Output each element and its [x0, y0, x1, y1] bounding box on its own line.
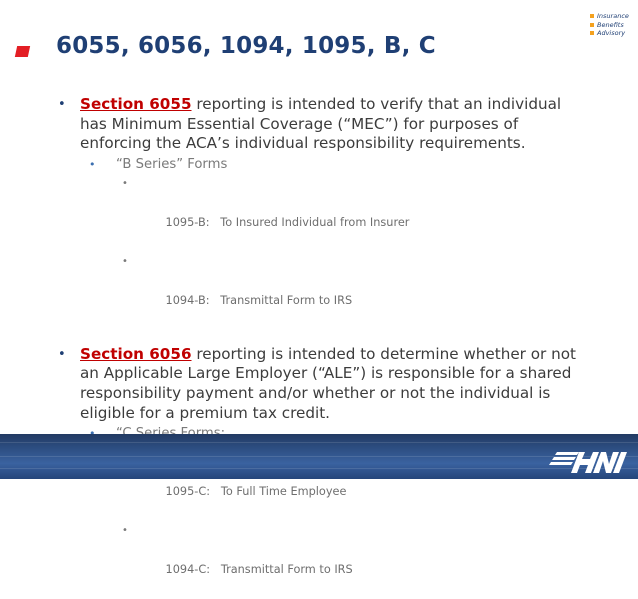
section-6055-text: reporting is intended to verify that an individual has Minimum Essential Coverage (“MEC”) for purposes of enforcing the ACA’s individual responsibility requirements. — [80, 95, 562, 153]
company-tagline — [590, 12, 629, 38]
tagline-benefits: Benefits — [597, 20, 624, 29]
bullet-icon: • — [89, 157, 96, 171]
bullet-icon: • — [58, 97, 66, 112]
bullet-icon: • — [122, 177, 128, 189]
bullet-icon: • — [58, 346, 66, 362]
form-item-1094-b — [56, 252, 576, 330]
section-6056-link[interactable]: Section 6056 — [80, 344, 192, 363]
slide-body — [56, 95, 576, 599]
hni-logo — [549, 452, 629, 478]
footer-stripe — [0, 468, 638, 469]
b-series-label: “B Series” Forms — [116, 156, 228, 172]
section-spacer — [56, 330, 576, 345]
form-item-1094-c — [56, 521, 576, 599]
tagline-advisory: Advisory — [597, 29, 626, 37]
footer-stripe — [0, 456, 638, 457]
sub-bullet-b-series — [56, 155, 576, 174]
square-bullet-icon — [590, 31, 594, 35]
square-bullet-icon — [590, 14, 594, 18]
form-1095-b-text: 1095-B: To Insured Individual from Insurer — [165, 215, 410, 229]
bullet-section-6056 — [56, 345, 576, 423]
bullet-icon: • — [122, 525, 128, 537]
section-6056-text: reporting is intended to determine whether or not an Applicable Large Employer (“ALE”) is responsible for a shared responsibility payment and/or whether or not the individual is eligible for a premium tax credit. — [80, 344, 576, 422]
form-1094-c-text: 1094-C: Transmittal Form to IRS — [165, 563, 353, 577]
tagline-insurance: Insurance — [597, 12, 629, 20]
footer-stripe — [0, 442, 638, 443]
tagline-item — [590, 21, 629, 30]
hni-logo-icon — [549, 452, 629, 474]
footer-banner — [0, 434, 638, 479]
square-bullet-icon — [590, 23, 594, 27]
form-1095-c-text: 1095-C: To Full Time Employee — [165, 485, 347, 499]
form-item-1095-b — [56, 174, 576, 252]
form-1094-b-text: 1094-B: Transmittal Form to IRS — [165, 293, 353, 307]
bullet-icon: • — [122, 255, 128, 267]
bullet-section-6055 — [56, 95, 576, 154]
tagline-item — [590, 29, 629, 38]
title-marker-icon — [15, 46, 30, 57]
tagline-item — [590, 12, 629, 21]
section-6055-link[interactable]: Section 6055 — [80, 95, 192, 113]
slide-title: 6055, 6056, 1094, 1095, B, C — [56, 33, 436, 59]
